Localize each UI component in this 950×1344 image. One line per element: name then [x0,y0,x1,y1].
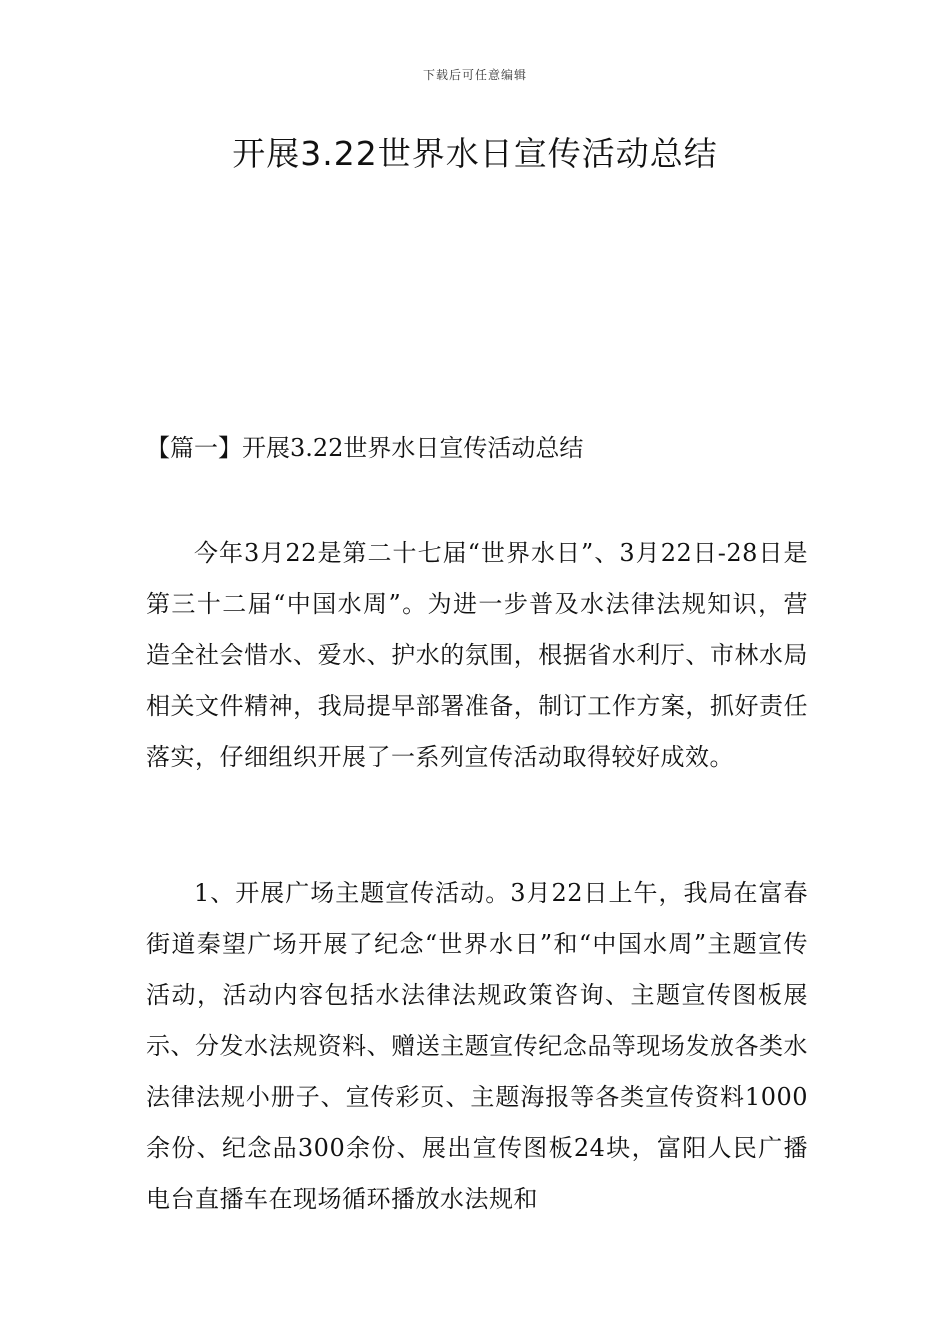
document-title: 开展3.22世界水日宣传活动总结 [232,134,718,173]
section-heading: 【篇一】开展3.22世界水日宣传活动总结 [146,434,584,462]
paragraph-item-1: 1、开展广场主题宣传活动。3月22日上午，我局在富春街道秦望广场开展了纪念“世界水日”和“中国水周”主题宣传活动，活动内容包括水法律法规政策咨询、主题宣传图板展示、分发水法规资料、赠送主题宣传纪念品等现场发放各类水法律法规小册子、宣传彩页、主题海报等各类宣传资料1000余份、纪念品300余份、展出宣传图板24块，富阳人民广播电台直播车在现场循环播放水法规和 [146,879,808,1213]
paragraph-intro: 今年3月22是第二十七届“世界水日”、3月22日-28日是第三十二届“中国水周”。为进一步普及水法律法规知识，营造全社会惜水、爱水、护水的氛围，根据省水利厅、市林水局相关文件精神，我局提早部署准备，制订工作方案，抓好责任落实，仔细组织开展了一系列宣传活动取得较好成效。 [146,539,808,771]
header-note: 下载后可任意编辑 [422,68,527,82]
